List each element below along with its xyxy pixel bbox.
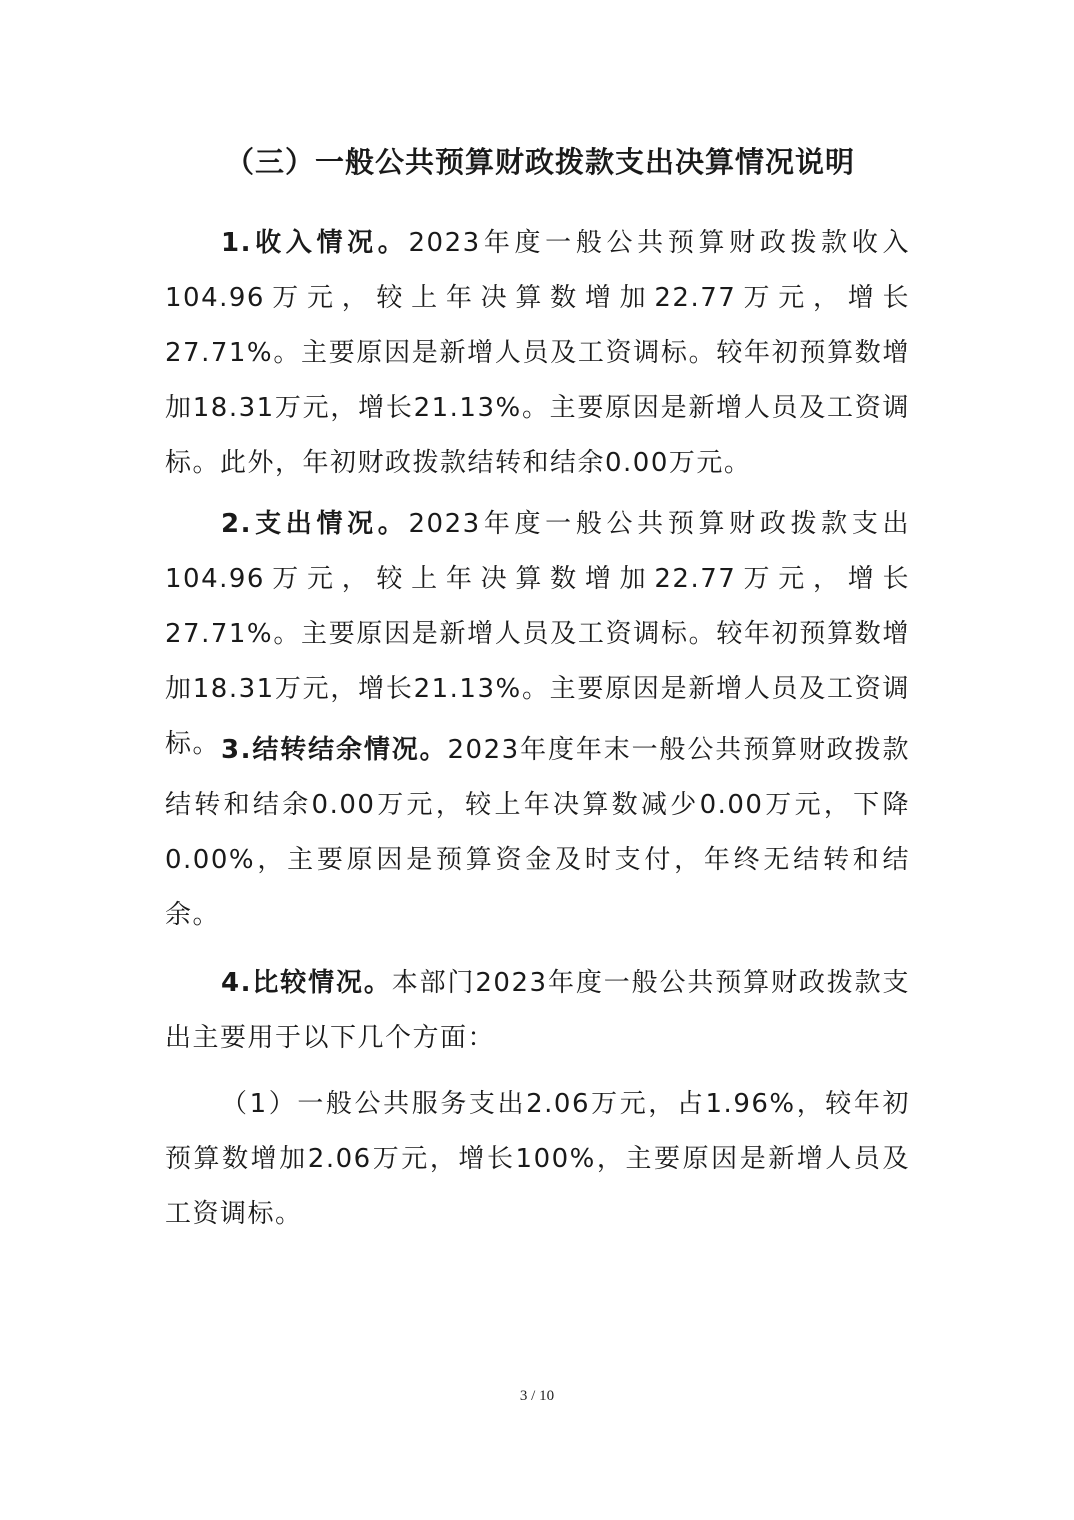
paragraph-lead: 3.结转结余情况。 — [221, 735, 448, 765]
paragraph-body: （1）一般公共服务支出2.06万元，占1.96%，较年初预算数增加2.06万元，增长100%，主要原因是新增人员及工资调标。 — [165, 1089, 910, 1229]
paragraph-body: 本部门2023年度一般公共预算财政拨款支出主要用于以下几个方面： — [165, 968, 910, 1053]
paragraph-item-1 — [165, 1077, 910, 1242]
paragraph-body: 2023年度一般公共预算财政拨款支出104.96万元，较上年决算数增加22.77万元，增长27.71%。主要原因是新增人员及工资调标。较年初预算数增加18.31万元，增长21.13%。主要原因是新增人员及工资调标。 — [165, 509, 911, 759]
paragraph-comparison — [165, 956, 910, 1066]
paragraph-body: 2023年度一般公共预算财政拨款收入104.96万元，较上年决算数增加22.77万元，增长27.71%。主要原因是新增人员及工资调标。较年初预算数增加18.31万元，增长21.13%。主要原因是新增人员及工资调标。此外，年初财政拨款结转和结余0.00万元。 — [165, 228, 911, 478]
paragraph-lead: 4.比较情况。 — [221, 968, 392, 998]
paragraph-body: 2023年度年末一般公共预算财政拨款结转和结余0.00万元，较上年决算数减少0.00万元，下降0.00%，主要原因是预算资金及时支付，年终无结转和结余。 — [165, 735, 911, 930]
paragraph-income — [165, 216, 910, 491]
paragraph-lead: 2.支出情况。 — [221, 509, 409, 539]
page-number: 3 / 10 — [519, 1388, 555, 1404]
paragraph-carryover — [165, 723, 910, 943]
paragraph-lead: 1.收入情况。 — [221, 228, 409, 258]
section-title: （三）一般公共预算财政拨款支出决算情况说明 — [224, 145, 855, 179]
